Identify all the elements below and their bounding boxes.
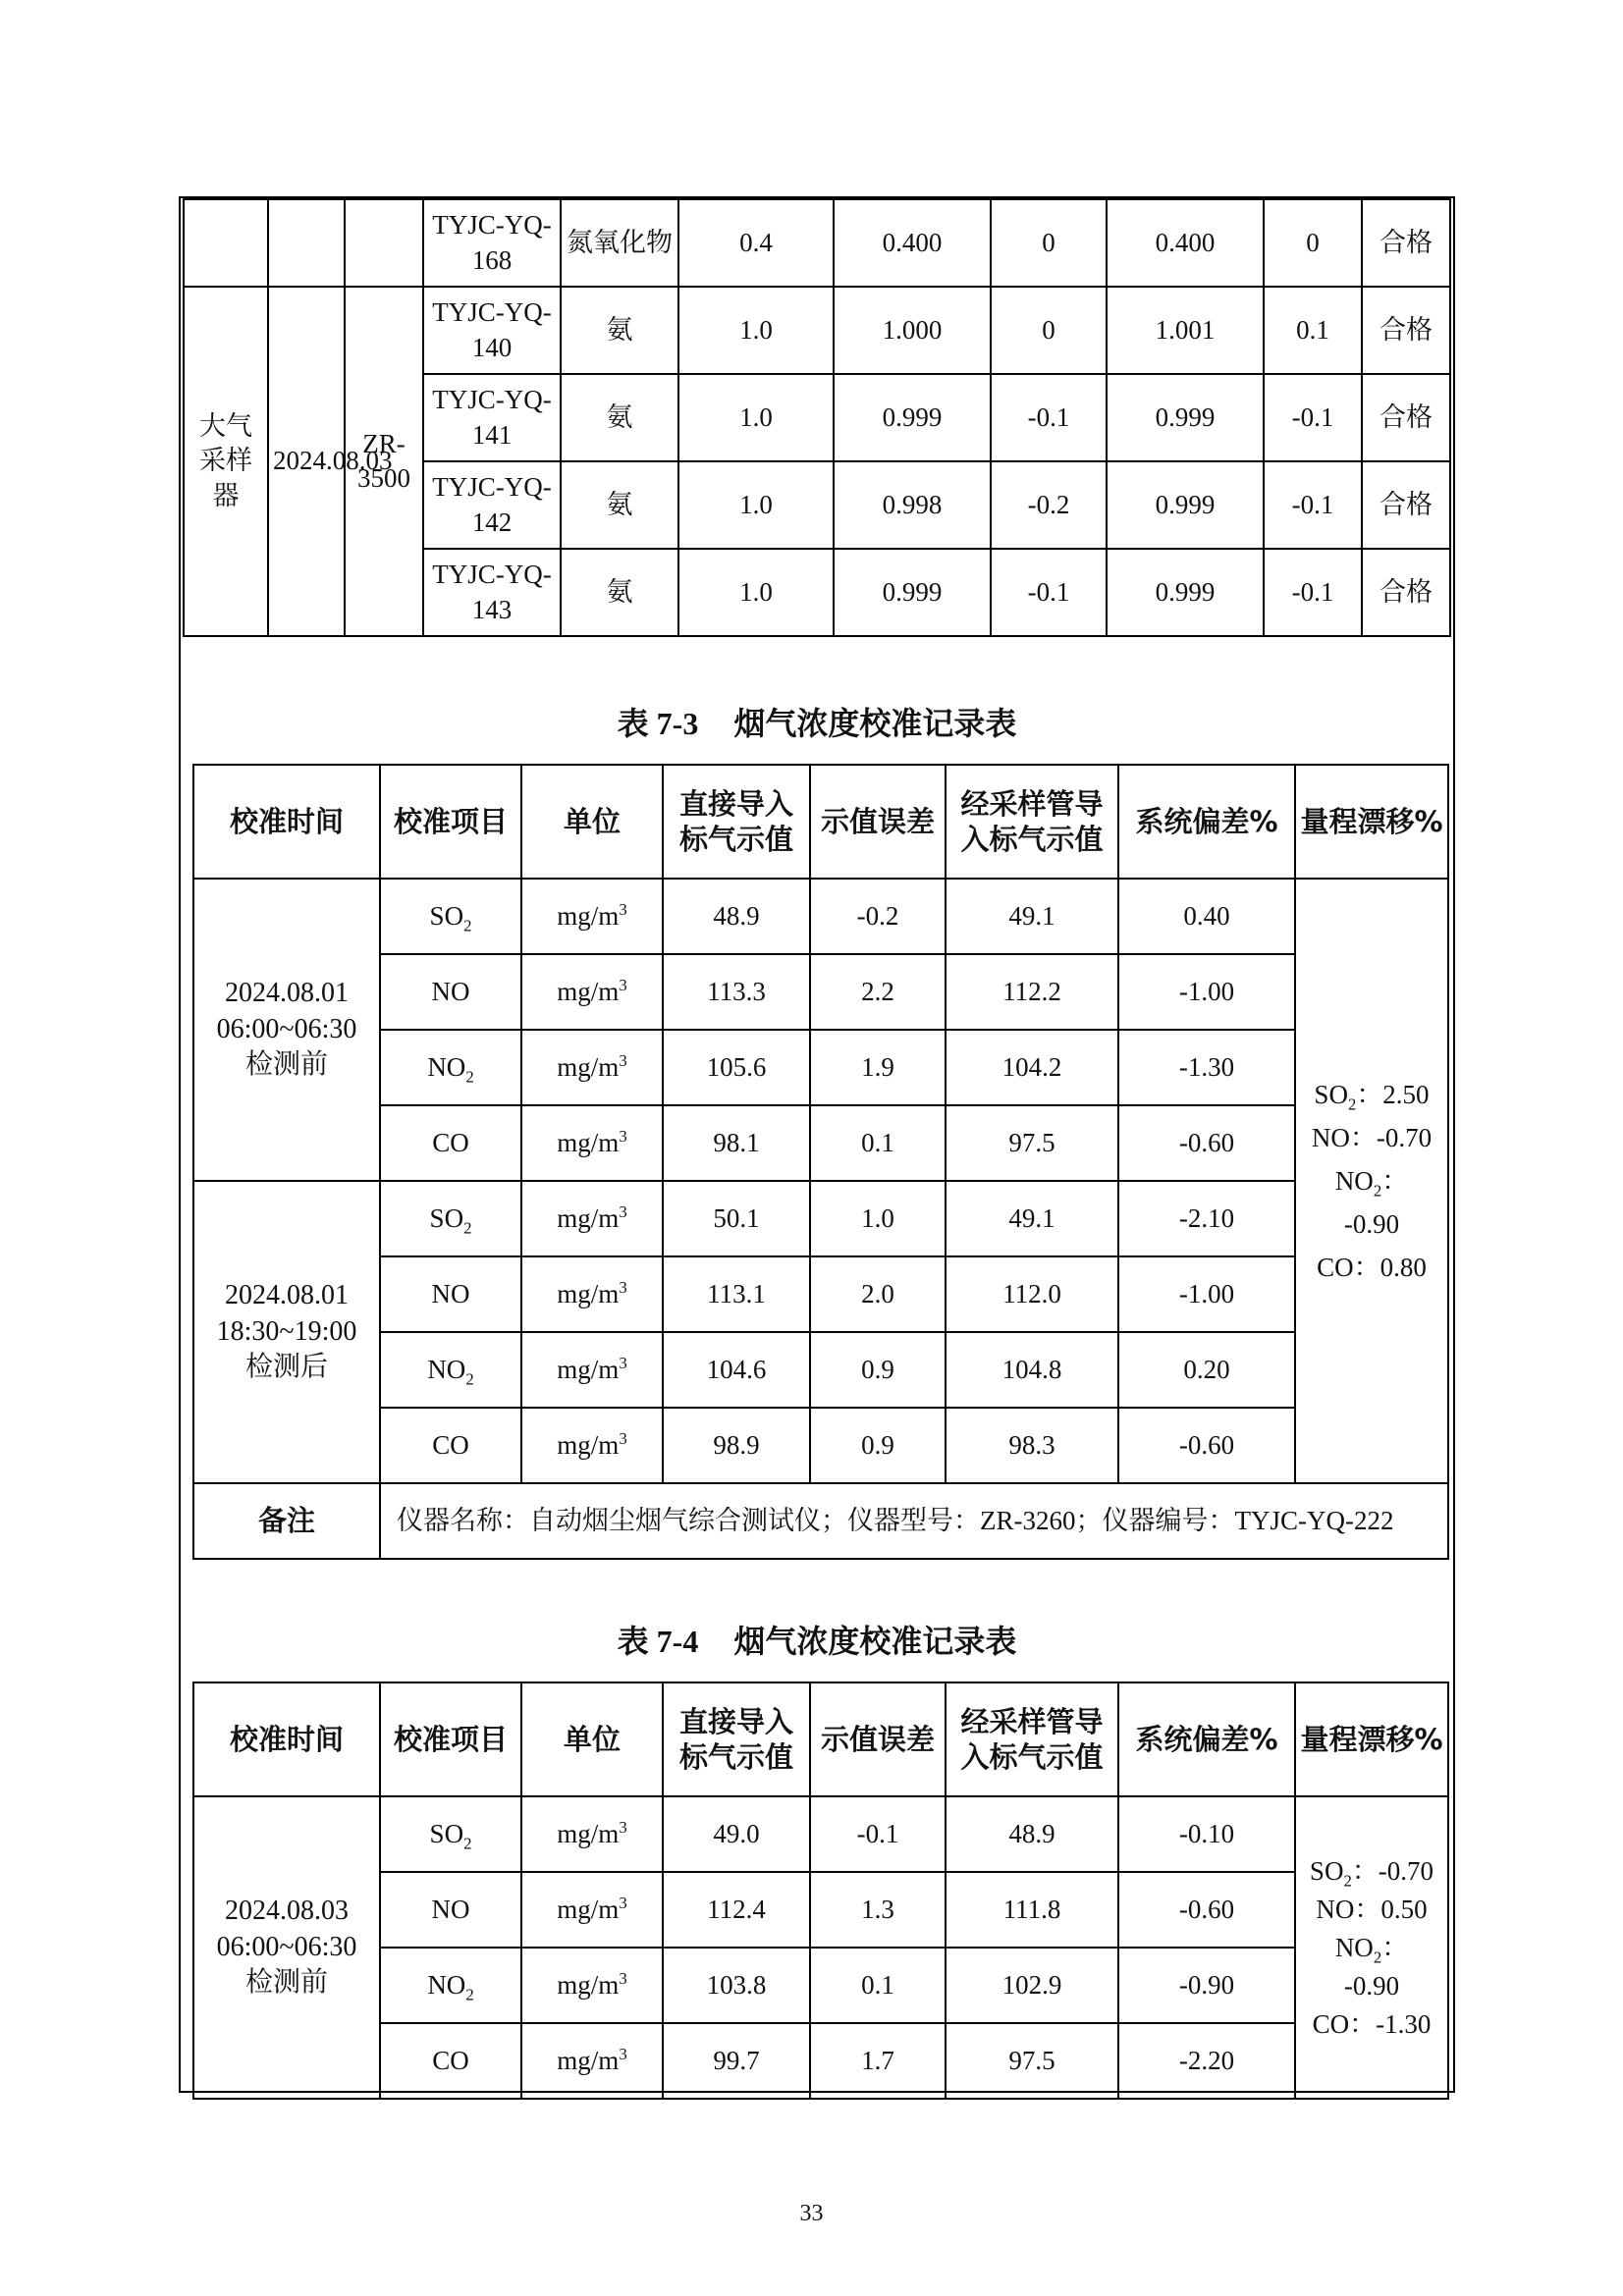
table-row: $NO_2$ $mg/m^3$ 103.8 0.1 102.9 -0.90 — [193, 1948, 1448, 2023]
table-row: NO $mg/m^3$ 113.1 2.0 112.0 -1.00 — [193, 1256, 1448, 1332]
table-row: NO $mg/m^3$ 113.3 2.2 112.2 -1.00 — [193, 954, 1448, 1030]
unit-cell: $mg/m^3$ — [521, 1181, 663, 1256]
unit-cell: $mg/m^3$ — [521, 1256, 663, 1332]
table-row: $NO_2$ $mg/m^3$ 105.6 1.9 104.2 -1.30 — [193, 1030, 1448, 1105]
calibration-item: 氮氧化物 — [561, 199, 678, 287]
table-row: 2024.08.03 06:00~06:30 检测前 $SO_2$ $mg/m^3$ 49.0 -0.1 48.9 -0.10 $SO_2$：-0.70 NO：0.50 $NO_2$： -0.90 CO：-1.30 — [193, 1796, 1448, 1872]
table-row: CO $mg/m^3$ 98.1 0.1 97.5 -0.60 — [193, 1105, 1448, 1181]
table-7-4-caption: 表 7-4 烟气浓度校准记录表 — [617, 1624, 1017, 1659]
species-co: CO — [380, 2023, 521, 2099]
table-row: $NO_2$ $mg/m^3$ 104.6 0.9 104.8 0.20 — [193, 1332, 1448, 1408]
table-row: TYJC-YQ-143 氨 1.0 0.999 -0.1 0.999 -0.1 合格 — [184, 549, 1450, 636]
unit-cell: $mg/m^3$ — [521, 879, 663, 954]
unit-cell: $mg/m^3$ — [521, 954, 663, 1030]
span-drift: $SO_2$：2.50 NO：-0.70 $NO_2$： -0.90 CO：0.80 — [1295, 879, 1448, 1483]
unit-cell: $mg/m^3$ — [521, 1105, 663, 1181]
flue-gas-calibration-table-7-4 — [192, 1682, 1449, 2100]
species-no: NO — [380, 1872, 521, 1948]
species-so2: $SO_2$ — [380, 879, 521, 954]
span-drift: $SO_2$：-0.70 NO：0.50 $NO_2$： -0.90 CO：-1.30 — [1295, 1796, 1448, 2099]
calibration-time: 2024.08.03 06:00~06:30 检测前 — [193, 1796, 380, 2099]
table-row: NO $mg/m^3$ 112.4 1.3 111.8 -0.60 — [193, 1872, 1448, 1948]
species-no2: $NO_2$ — [380, 1030, 521, 1105]
table-row: TYJC-YQ-141 氨 1.0 0.999 -0.1 0.999 -0.1 合格 — [184, 374, 1450, 461]
species-no: NO — [380, 1256, 521, 1332]
table-row: 大气采样器 2024.08.03 ZR-3500 TYJC-YQ-140 氨 1.0 1.000 0 1.001 0.1 合格 — [184, 287, 1450, 374]
table-row: 2024.08.01 06:00~06:30 检测前 $SO_2$ $mg/m^3$ 48.9 -0.2 49.1 0.40 $SO_2$：2.50 NO：-0.70 $NO_2$： -0.90 CO：0.80 — [193, 879, 1448, 954]
species-co: CO — [380, 1408, 521, 1483]
calibration-time: 2024.08.01 18:30~19:00 检测后 — [193, 1181, 380, 1483]
note-text: 仪器名称：自动烟尘烟气综合测试仪；仪器型号：ZR-3260；仪器编号：TYJC-YQ-222 — [380, 1483, 1448, 1559]
unit-cell: $mg/m^3$ — [521, 1948, 663, 2023]
species-no2: $NO_2$ — [380, 1948, 521, 2023]
table-row: CO $mg/m^3$ 98.9 0.9 98.3 -0.60 — [193, 1408, 1448, 1483]
table-note-row — [193, 1483, 1448, 1559]
species-no: NO — [380, 954, 521, 1030]
unit-cell: $mg/m^3$ — [521, 2023, 663, 2099]
unit-cell: $mg/m^3$ — [521, 1332, 663, 1408]
unit-cell: $mg/m^3$ — [521, 1796, 663, 1872]
page-number: 33 — [799, 2201, 824, 2226]
calibration-time: 2024.08.01 06:00~06:30 检测前 — [193, 879, 380, 1181]
instrument-id: TYJC-YQ-168 — [423, 199, 561, 287]
sampler-calibration-table — [183, 198, 1451, 637]
unit-cell: $mg/m^3$ — [521, 1872, 663, 1948]
instrument-name: 大气采样器 — [184, 287, 268, 636]
table-7-3-caption: 表 7-3 烟气浓度校准记录表 — [617, 706, 1017, 741]
species-so2: $SO_2$ — [380, 1796, 521, 1872]
table-row: TYJC-YQ-142 氨 1.0 0.998 -0.2 0.999 -0.1 合格 — [184, 461, 1450, 549]
note-label: 备注 — [193, 1483, 380, 1559]
species-no2: $NO_2$ — [380, 1332, 521, 1408]
unit-cell: $mg/m^3$ — [521, 1408, 663, 1483]
species-co: CO — [380, 1105, 521, 1181]
calibration-date: 2024.08.03 — [268, 287, 345, 636]
flue-gas-calibration-table-7-3 — [192, 764, 1449, 1560]
species-so2: $SO_2$ — [380, 1181, 521, 1256]
unit-cell: $mg/m^3$ — [521, 1030, 663, 1105]
table-row: 2024.08.01 18:30~19:00 检测后 $SO_2$ $mg/m^3$ 50.1 1.0 49.1 -2.10 — [193, 1181, 1448, 1256]
table-header-row: 校准时间 校准项目 单位 直接导入标气示值 示值误差 经采样管导入标气示值 系统偏差% 量程漂移% — [193, 1682, 1448, 1796]
table-row: TYJC-YQ-168 氮氧化物 0.4 0.400 0 0.400 0 合格 — [184, 199, 1450, 287]
table-row: CO $mg/m^3$ 99.7 1.7 97.5 -2.20 — [193, 2023, 1448, 2099]
instrument-model: ZR-3500 — [345, 287, 423, 636]
table-header-row: 校准时间 校准项目 单位 直接导入标气示值 示值误差 经采样管导入标气示值 系统偏差% 量程漂移% — [193, 765, 1448, 879]
